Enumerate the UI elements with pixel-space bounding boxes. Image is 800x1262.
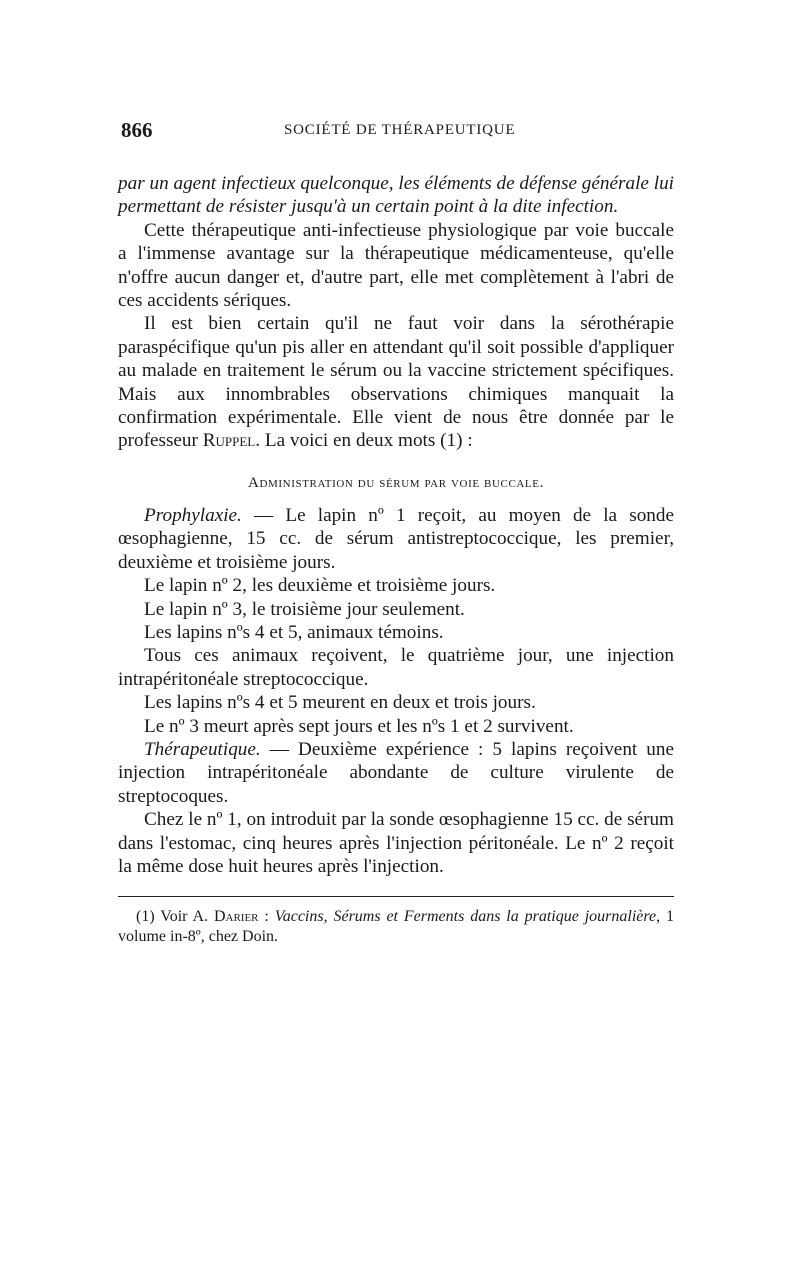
section-title: Administration du sérum par voie buccale. [248, 474, 544, 491]
author-ruppel: Ruppel [202, 430, 256, 452]
paragraph-3-text-a: Il est bien certain qu'il ne faut voir dans la sérothérapie paraspécifique qu'un pis aller en attendant qu'il soit possible d'appliquer au malade en traitement le sérum ou la vaccine strictement spécifiques. Mais aux innombrables observations chimiques manquait la confirmation expérimentale. Elle vient de nous être donnée par le professeur [118, 313, 674, 452]
paragraph-2: Cette thérapeutique anti-infectieuse physiologique par voie buccale a l'immense avantage sur la thérapeutique médicamenteuse, qu'elle n'offre aucun danger et, d'autre part, elle met complètement à l'abri de ces accidents sériques. [118, 219, 674, 312]
experiment-line-3: Le lapin nº 3, le troisième jour seulement. [144, 598, 465, 620]
footnote-title: Vaccins, Sérums et Ferments dans la pratique journalière [274, 908, 657, 926]
experiment-line-6: Les lapins nºs 4 et 5 meurent en deux et trois jours. [144, 692, 536, 714]
footnote-marker: (1) Voir A. [136, 908, 214, 926]
page-body [118, 172, 674, 878]
therapeutique-label: Thérapeutique. [144, 738, 261, 760]
experiment-line-2: Le lapin nº 2, les deuxième et troisième jours. [144, 575, 496, 597]
document-page [118, 118, 674, 947]
experiment-line-5: Tous ces animaux reçoivent, le quatrième jour, une injection intrapéritonéale streptococcique. [118, 645, 674, 690]
paragraph-3 [118, 312, 674, 452]
footnote-rest: , 1 volume in-8º, chez Doin. [118, 908, 675, 946]
running-title: SOCIÉTÉ DE THÉRAPEUTIQUE [284, 122, 516, 138]
footnote [118, 907, 674, 947]
prophylaxie-text: — Le lapin nº 1 reçoit, au moyen de la sonde œsophagienne, 15 cc. de sérum antistreptococcique, les premier, deuxième et troisième jours. [118, 504, 674, 573]
footnote-sep: : [258, 908, 275, 926]
therapeutique-text: — Deuxième expérience : 5 lapins reçoivent une injection intrapéritonéale abondante de culture virulente de streptocoques. [118, 738, 674, 807]
page-header [118, 118, 674, 144]
prophylaxie-paragraph [118, 504, 674, 574]
experiment-line-4: Les lapins nºs 4 et 5, animaux témoins. [144, 621, 444, 643]
paragraph-1: par un agent infectieux quelconque, les éléments de défense générale lui permettant de résister jusqu'à un certain point à la dite infection. [118, 173, 674, 218]
footnote-divider [118, 896, 674, 897]
prophylaxie-label: Prophylaxie. [144, 504, 242, 526]
experiment-line-7: Le nº 3 meurt après sept jours et les nºs 1 et 2 survivent. [144, 715, 574, 737]
paragraph-3-text-b: . La voici en deux mots (1) : [255, 430, 473, 452]
page-number: 866 [121, 118, 153, 142]
therapeutique-paragraph [118, 738, 674, 808]
experiment-line-9: Chez le nº 1, on introduit par la sonde œsophagienne 15 cc. de sérum dans l'estomac, cinq heures après l'injection péritonéale. Le nº 2 reçoit la même dose huit heures après l'injection. [118, 809, 674, 877]
footnote-author: Darier [213, 908, 259, 926]
